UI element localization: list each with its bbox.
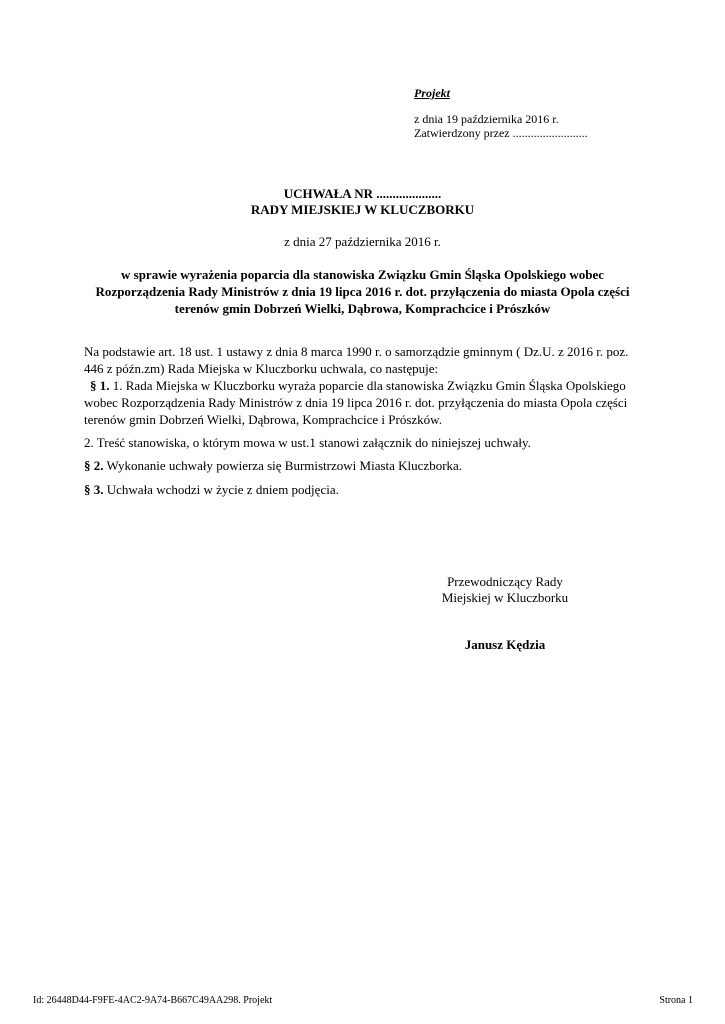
signatory-name: Janusz Kędzia [464, 637, 546, 652]
signatory-role-line-1: Przewodniczący Rady [447, 574, 563, 589]
subject-line-1: w sprawie wyrażenia poparcia dla stanowiska Związku Gmin Śląska Opolskiego wobec [121, 267, 604, 282]
page-number: Strona 1 [659, 995, 693, 1006]
legal-basis-line-1: Na podstawie art. 18 ust. 1 ustawy z dnia 8 marca 1990 r. o samorządzie gminnym ( Dz.U. z 2016 r. poz. [84, 344, 629, 359]
paragraph-1-mark: § 1. [90, 378, 110, 393]
subject-line-2: Rozporządzenia Rady Ministrów z dnia 19 lipca 2016 r. dot. przyłączenia do miasta Opola części [95, 284, 630, 299]
approved-by: Zatwierdzony przez ......................... [414, 126, 588, 140]
council-name: RADY MIEJSKIEJ W KLUCZBORKU [250, 202, 475, 217]
paragraph-1 [84, 377, 658, 428]
project-date: z dnia 19 października 2016 r. [414, 112, 559, 126]
legal-basis-line-2: 446 z późn.zm) Rada Miejska w Kluczborku uchwala, co następuje: [84, 361, 439, 376]
paragraph-2-mark: § 2. [84, 458, 104, 473]
resolution-subject [70, 266, 655, 317]
project-label: Projekt [414, 86, 450, 100]
subject-line-3: terenów gmin Dobrzeń Wielki, Dąbrowa, Komprachcice i Prószków [174, 301, 551, 316]
paragraph-1-line-3: terenów gmin Dobrzeń Wielki, Dąbrowa, Komprachcice i Prószków. [84, 412, 442, 427]
document-id: Id: 26448D44-F9FE-4AC2-9A74-B667C49AA298. Projekt [33, 995, 273, 1006]
paragraph-3: § 3. Uchwała wchodzi w życie z dniem podjęcia. [84, 482, 339, 497]
paragraph-1-point-2: 2. Treść stanowiska, o którym mowa w ust.1 stanowi załącznik do niniejszej uchwały. [84, 435, 531, 450]
signatory-role-line-2: Miejskiej w Kluczborku [441, 590, 569, 605]
paragraph-1-line-2: wobec Rozporządzenia Rady Ministrów z dnia 19 lipca 2016 r. dot. przyłączenia do miasta Opola części [84, 395, 628, 410]
paragraph-3-mark: § 3. [84, 482, 104, 497]
paragraph-2: § 2. Wykonanie uchwały powierza się Burmistrzowi Miasta Kluczborka. [84, 458, 463, 473]
resolution-number: UCHWAŁA NR .................... [283, 186, 442, 201]
paragraph-1-line-1: § 1. 1. Rada Miejska w Kluczborku wyraża poparcie dla stanowiska Związku Gmin Śląska Opolskiego [90, 378, 626, 393]
resolution-date: z dnia 27 października 2016 r. [284, 234, 441, 249]
